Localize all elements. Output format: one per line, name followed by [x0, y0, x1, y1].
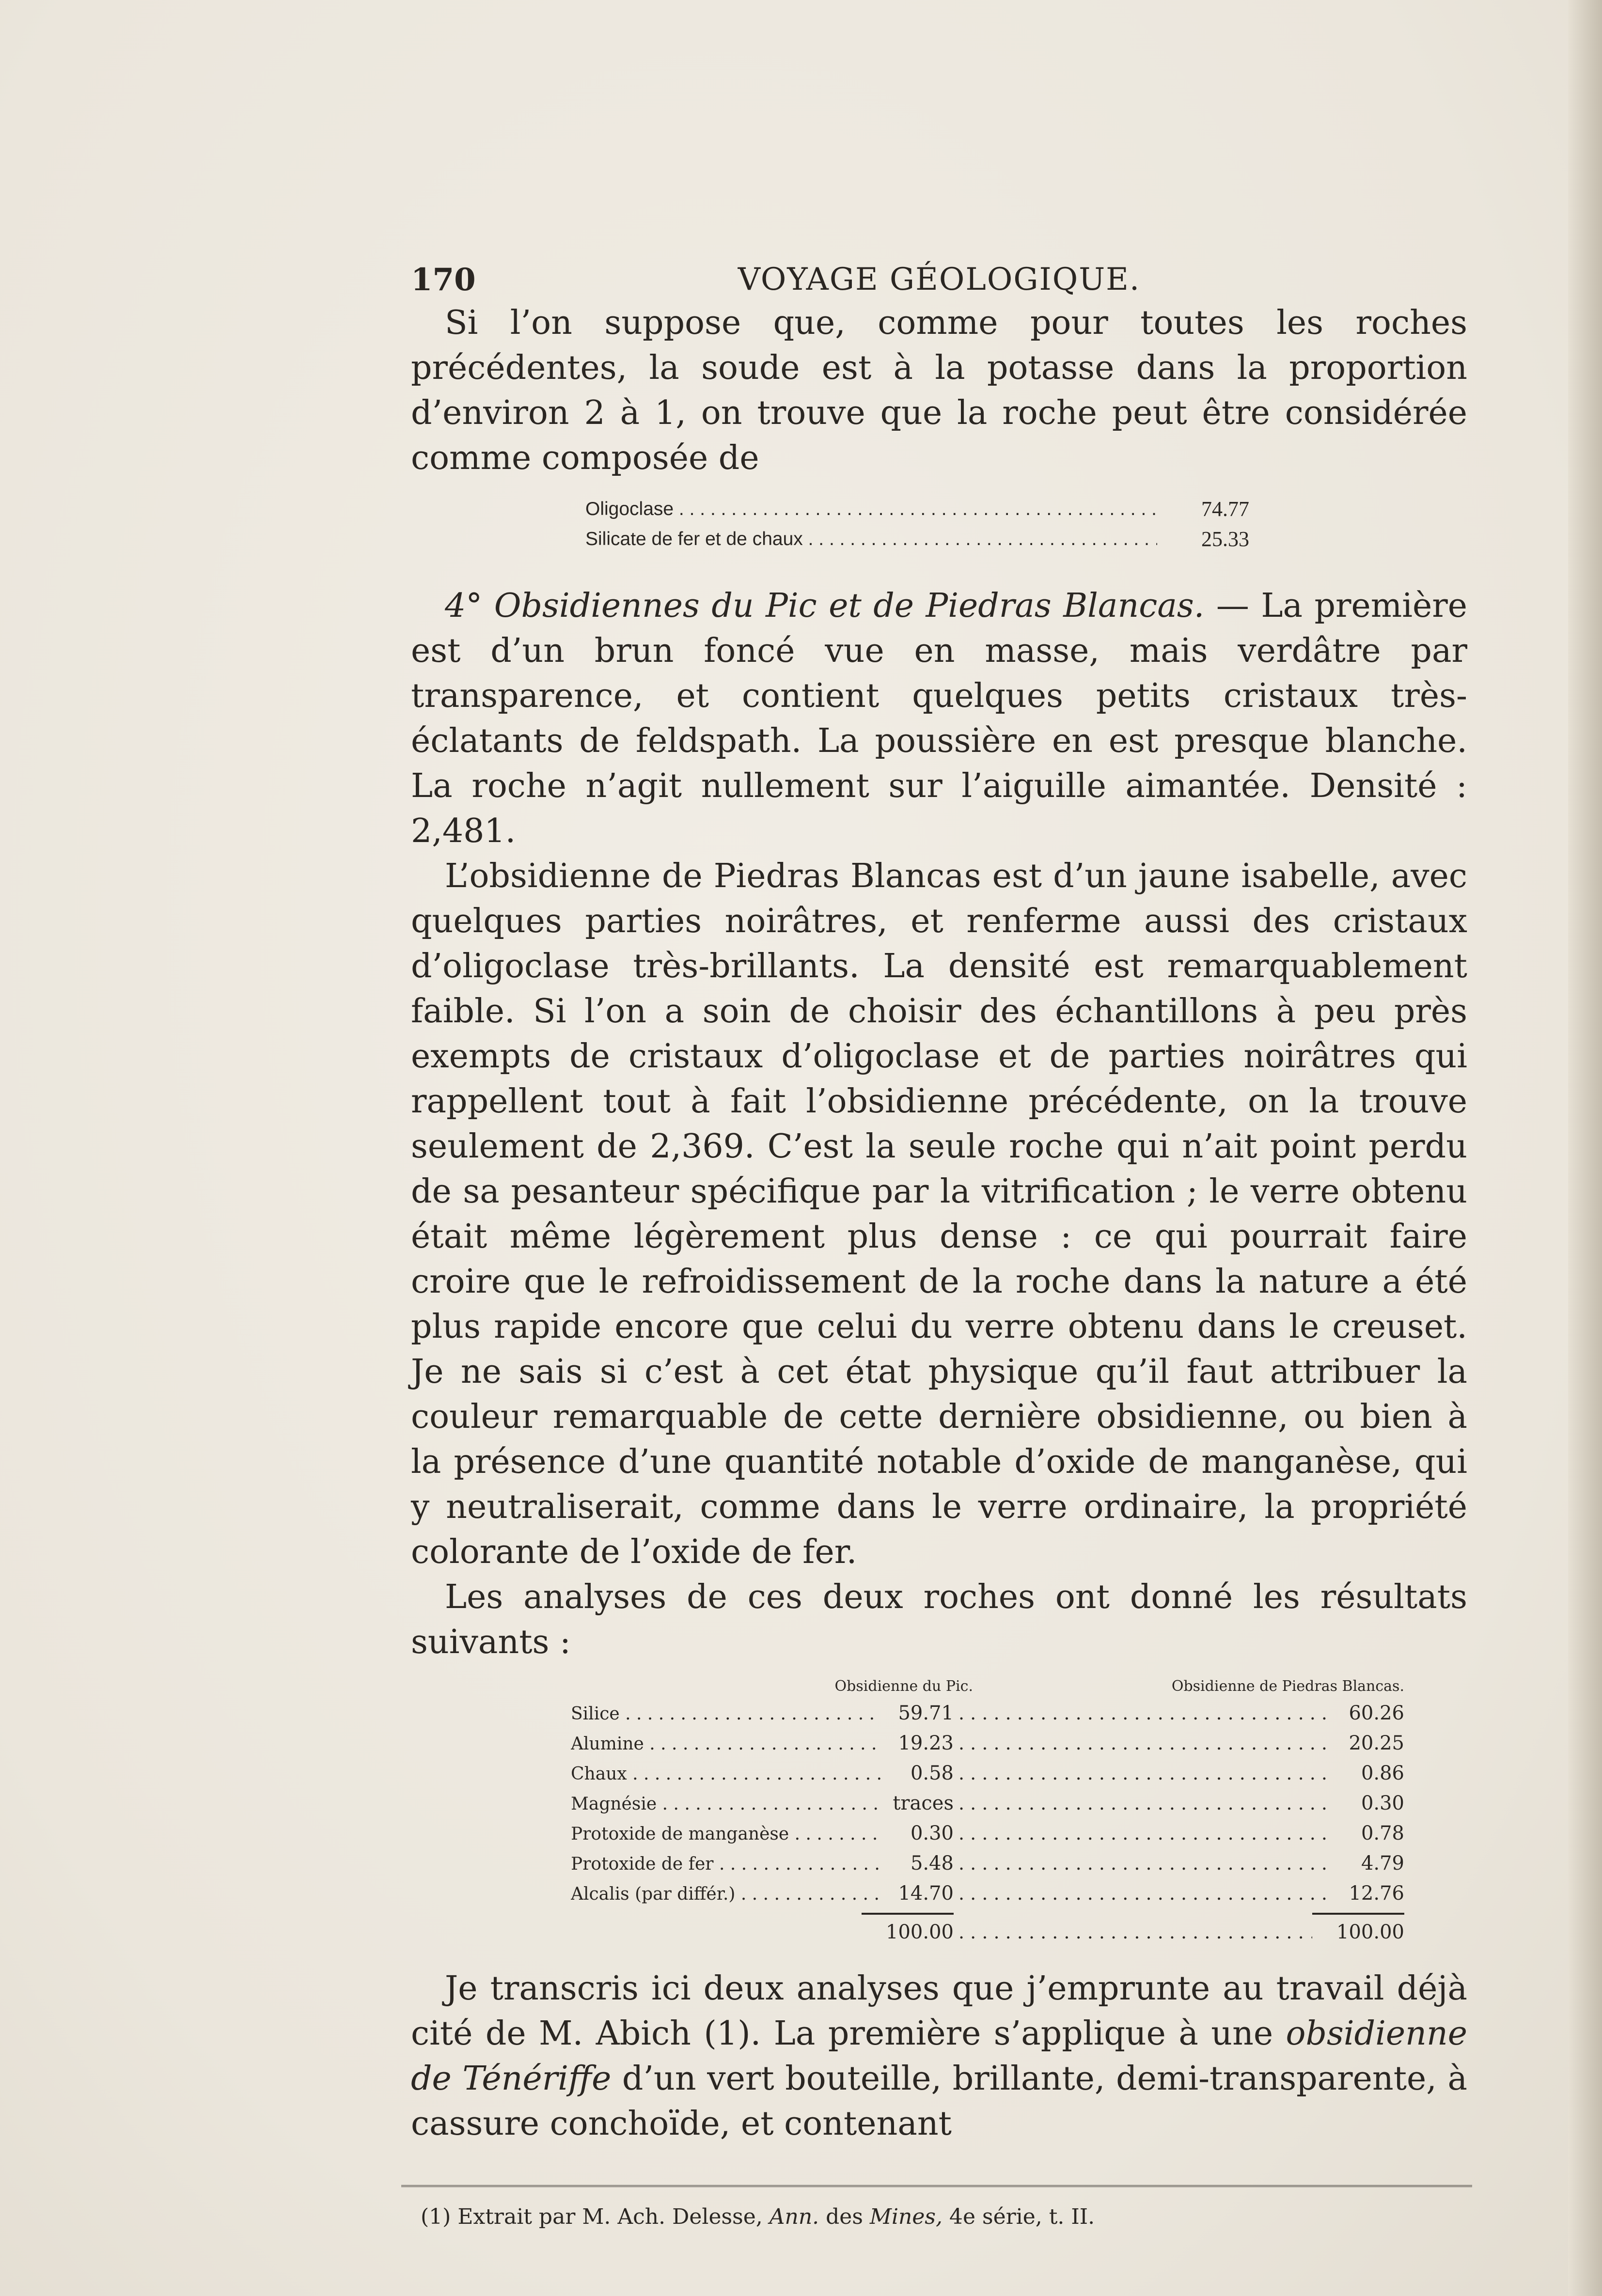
paragraph-3: L’obsidienne de Piedras Blancas est d’un jaune isabelle, avec quelques parties noirâtres, et renferme aussi des cristaux d’oligoclase très-brillants. La densité est remarquablement faible. Si l’on a soin de choisir des échantillons à peu près exempts de cristaux d’oligoclase et de parties noirâtres qui rappellent tout à fait l’obsidienne précédente, on la trouve seulement de 2,369. C’est la seule roche qui n’ait point perdu de sa pesanteur spécifique par la vitrification ; le verre obtenu était même légèrement plus dense : ce qui pourrait faire croire que le refroidissement de la roche dans la nature a été plus rapide encore que celui du verre obtenu dans le creuset. Je ne sais si c’est à cet état physique qu’il faut attribuer la couleur remarquable de cette dernière obsidienne, ou bien à la présence d’une quantité notable d’oxide de manganèse, qui y neutraliserait, comme dans le verre ordinaire, la propriété colorante de l’oxide de fer. [411, 857, 1467, 1571]
table-row [571, 1789, 1404, 1819]
row-label: Alcalis (par différ.) . . . [571, 1880, 881, 1909]
row-label: Protoxide de manganèse . . . [571, 1820, 881, 1849]
dot-leader [954, 1849, 1332, 1878]
value-pic: 19.23 [898, 1732, 954, 1754]
table-total-row [571, 1913, 1404, 1947]
value-piedras: 0.86 [1361, 1762, 1404, 1784]
dot-leader [954, 1699, 1332, 1728]
total-piedras: 100.00 [1312, 1913, 1404, 1947]
section-heading: 4° Obsidiennes du Pic et de Piedras Blancas. [445, 587, 1205, 625]
table-row [571, 1759, 1404, 1789]
row-label: Chaux . . . [571, 1760, 881, 1789]
paragraph-5-italic: obsidienne de Ténériffe [411, 2015, 1467, 2098]
table-row [571, 1879, 1404, 1909]
row-label: Protoxide de fer . . . [571, 1850, 881, 1879]
footnote [421, 2204, 1467, 2229]
footnote-text-c: 4e série, t. II. [942, 2204, 1095, 2229]
dot-leader [954, 1819, 1332, 1848]
value-piedras: 60.26 [1349, 1702, 1404, 1724]
page-content [411, 257, 1467, 2229]
paragraph-5-text-b: d’un vert bouteille, brillante, demi-transparente, à cassure conchoïde, et contenant [411, 2060, 1467, 2143]
composition-value: 74.77 [1201, 497, 1249, 521]
value-pic: 0.58 [910, 1762, 954, 1784]
value-piedras: 0.30 [1361, 1792, 1404, 1814]
footnote-text-b: des [819, 2204, 870, 2229]
analysis-header [571, 1674, 1404, 1699]
page-header [411, 257, 1467, 300]
value-pic: 59.71 [898, 1702, 954, 1724]
table-row [571, 1819, 1404, 1849]
paragraph-4: Les analyses de ces deux roches ont donné les résultats suivants : [411, 1578, 1467, 1661]
composition-name: Oligoclase . . . [585, 494, 1157, 524]
column-header-pic: Obsidienne du Pic. [834, 1678, 973, 1695]
value-pic: 14.70 [898, 1882, 954, 1905]
book-spine [1568, 0, 1602, 2296]
value-piedras: 20.25 [1349, 1732, 1404, 1754]
paragraph-2-text: — La première est d’un brun foncé vue en masse, mais verdâtre par transparence, et contient quelques petits cristaux très-éclatants de feldspath. La poussière en est presque blanche. La roche n’agit nullement sur l’aiguille aimantée. Densité : 2,481. [411, 587, 1467, 850]
dot-leader [954, 1913, 1312, 1947]
value-piedras: 0.78 [1361, 1822, 1404, 1844]
paragraph-5 [411, 1966, 1467, 2146]
footnote-text-a: (1) Extrait par M. Ach. Delesse, [421, 2204, 770, 2229]
dot-leader [954, 1789, 1332, 1818]
composition-name: Silicate de fer et de chaux . . . [585, 524, 1157, 554]
dot-leader [954, 1729, 1332, 1758]
table-row [571, 1849, 1404, 1879]
analysis-table [571, 1674, 1404, 1947]
value-pic: traces [893, 1792, 954, 1814]
value-piedras: 12.76 [1349, 1882, 1404, 1905]
value-piedras: 4.79 [1361, 1852, 1404, 1874]
footnote-divider [401, 2185, 1472, 2190]
row-label: Alumine . . . [571, 1730, 881, 1759]
row-label: Silice . . . [571, 1700, 881, 1729]
paragraph-1: Si l’on suppose que, comme pour toutes les roches précédentes, la soude est à la potasse dans la proportion d’environ 2 à 1, on trouve que la roche peut être considérée comme composée de [411, 304, 1467, 477]
composition-row [585, 524, 1249, 554]
composition-table [585, 494, 1249, 554]
footnote-italic-ann: Ann. [769, 2204, 819, 2229]
total-pic: 100.00 [862, 1913, 954, 1947]
paragraph-5-text-a: Je transcris ici deux analyses que j’emprunte au travail déjà cité de M. Abich (1). La première s’applique à une [411, 1969, 1467, 2053]
composition-row [585, 494, 1249, 524]
row-label: Magnésie . . . [571, 1790, 881, 1819]
page-number: 170 [411, 262, 476, 298]
running-title: VOYAGE GÉOLOGIQUE. [738, 262, 1141, 297]
footnote-italic-mines: Mines, [869, 2204, 942, 2229]
value-pic: 0.30 [910, 1822, 954, 1844]
column-header-piedras: Obsidienne de Piedras Blancas. [1171, 1678, 1404, 1695]
value-pic: 5.48 [910, 1852, 954, 1874]
composition-value: 25.33 [1201, 527, 1249, 551]
table-row [571, 1699, 1404, 1729]
paragraph-2 [411, 583, 1467, 854]
table-row [571, 1729, 1404, 1759]
dot-leader [954, 1759, 1332, 1788]
dot-leader [954, 1879, 1332, 1908]
